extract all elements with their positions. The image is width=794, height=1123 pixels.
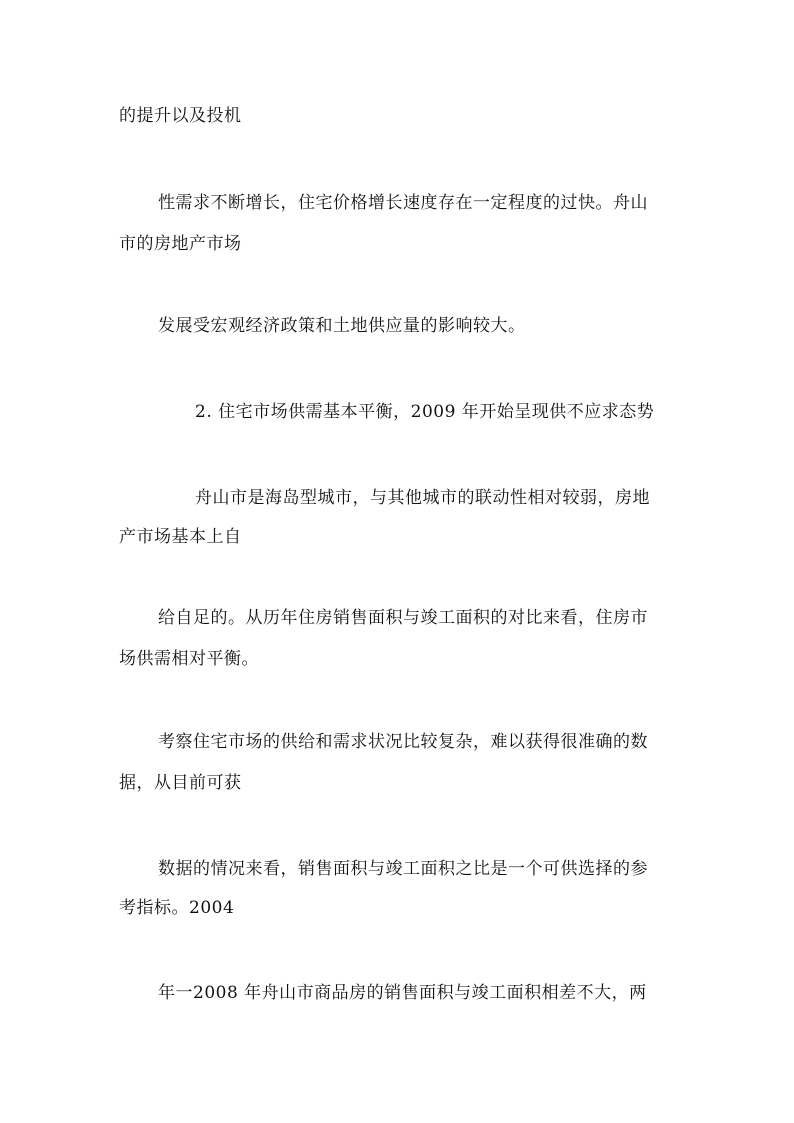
text-line: 产市场基本上自 (119, 527, 242, 547)
text-line: 市的房地产市场 (119, 234, 242, 254)
section-heading: 2. 住宅市场供需基本平衡，2009 年开始呈现供不应求态势 (195, 402, 655, 422)
text-line: 场供需相对平衡。 (119, 649, 259, 669)
text-line: 数据的情况来看，销售面积与竣工面积之比是一个可供选择的参 (158, 859, 648, 879)
text-line: 的提升以及投机 (119, 106, 242, 126)
text-line: 发展受宏观经济政策和土地供应量的影响较大。 (158, 316, 526, 336)
text-line: 年一2008 年舟山市商品房的销售面积与竣工面积相差不大，两 (158, 983, 647, 1003)
text-line: 考察住宅市场的供给和需求状况比较复杂，难以获得很准确的数 (158, 732, 648, 752)
text-line: 舟山市是海岛型城市，与其他城市的联动性相对较弱，房地 (195, 488, 650, 508)
text-line: 据，从目前可获 (119, 773, 242, 793)
text-line: 考指标。2004 (119, 898, 235, 918)
text-line: 性需求不断增长，住宅价格增长速度存在一定程度的过快。舟山 (158, 193, 648, 213)
text-line: 给自足的。从历年住房销售面积与竣工面积的对比来看，住房市 (158, 608, 648, 628)
